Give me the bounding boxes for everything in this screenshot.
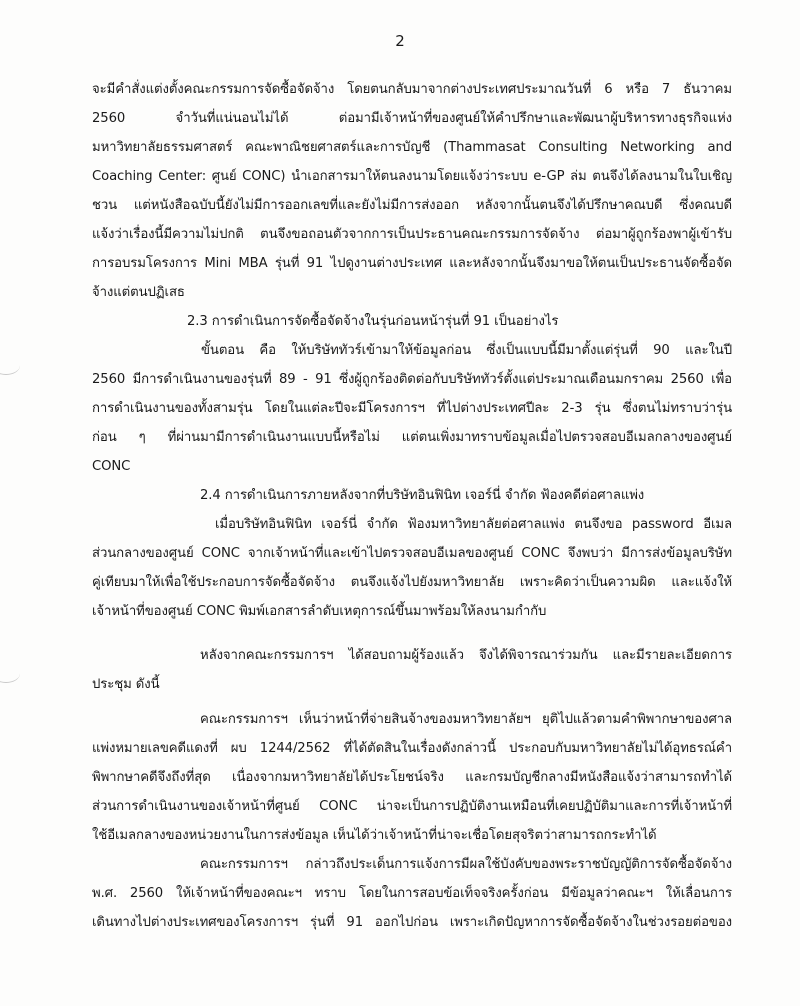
- text-line: แจ้งว่าเรื่องนี้มีความไม่ปกติ ตนจึงขอถอนตัวจากการเป็นประธานคณะกรรมการจัดจ้าง ต่อมาผู้ถูกร้องพาผู้เข้ารับ: [92, 227, 732, 242]
- page-number: 2: [395, 32, 405, 50]
- text-line: จ้างแต่ตนปฏิเสธ: [92, 285, 185, 300]
- text-line: 2.3 การดำเนินการจัดซื้อจัดจ้างในรุ่นก่อนหน้ารุ่นที่ 91 เป็นอย่างไร: [187, 314, 559, 329]
- text-line: 2560 จำวันที่แน่นอนไม่ได้ ต่อมามีเจ้าหน้าที่ของศูนย์ให้คำปรึกษาและพัฒนาผู้บริหารทางธุรกิจแห่ง: [92, 111, 732, 126]
- text-line: พิพากษาคดีจึงถึงที่สุด เนื่องจากมหาวิทยาลัยได้ประโยชน์จริง และกรมบัญชีกลางมีหนังสือแจ้งว่าสามารถทำได้: [92, 770, 732, 785]
- text-line: จะมีคำสั่งแต่งตั้งคณะกรรมการจัดซื้อจัดจ้าง โดยตนกลับมาจากต่างประเทศประมาณวันที่ 6 หรือ 7 ธันวาคม: [92, 82, 732, 97]
- text-line: มหาวิทยาลัยธรรมศาสตร์ คณะพาณิชยศาสตร์และการบัญชี (Thammasat Consulting Networking and: [92, 140, 732, 155]
- text-line: ส่วนการดำเนินงานของเจ้าหน้าที่ศูนย์ CONC น่าจะเป็นการปฏิบัติงานเหมือนที่เคยปฏิบัติมาและการที่เจ้าหน้าที่: [92, 799, 732, 814]
- text-line: คณะกรรมการฯ เห็นว่าหน้าที่จ่ายสินจ้างของมหาวิทยาลัยฯ ยุติไปแล้วตามคำพิพากษาของศาล: [200, 712, 732, 727]
- text-line: แพ่งหมายเลขคดีแดงที่ ผบ 1244/2562 ที่ได้ตัดสินในเรื่องดังกล่าวนี้ ประกอบกับมหาวิทยาลัยไม่ได้อุทธรณ์คำ: [92, 741, 732, 756]
- punch-hole-mark: [0, 356, 20, 375]
- text-line: ชวน แต่หนังสือฉบับนี้ยังไม่มีการออกเลขที่และยังไม่มีการส่งออก หลังจากนั้นตนจึงได้ปรึกษาคณบดี ซึ่งคณบดี: [92, 198, 732, 213]
- text-line: คณะกรรมการฯ กล่าวถึงประเด็นการแจ้งการมีผลใช้บังคับของพระราชบัญญัติการจัดซื้อจัดจ้าง: [200, 857, 732, 872]
- text-line: คู่เทียบมาให้เพื่อใช้ประกอบการจัดซื้อจัดจ้าง ตนจึงแจ้งไปยังมหาวิทยาลัย เพราะคิดว่าเป็นความผิด และแจ้งให้: [92, 575, 732, 590]
- text-line: 2.4 การดำเนินการภายหลังจากที่บริษัทอินฟินิท เจอร์นี่ จำกัด ฟ้องคดีต่อศาลแพ่ง: [200, 488, 645, 503]
- text-line: พ.ศ. 2560 ให้เจ้าหน้าที่ของคณะฯ ทราบ โดยในการสอบข้อเท็จจริงครั้งก่อน มีข้อมูลว่าคณะฯ ให้เลื่อนการ: [92, 886, 732, 901]
- text-line: เมื่อบริษัทอินฟินิท เจอร์นี่ จำกัด ฟ้องมหาวิทยาลัยต่อศาลแพ่ง ตนจึงขอ password อีเมล: [215, 517, 732, 532]
- text-line: ใช้อีเมลกลางของหน่วยงานในการส่งข้อมูล เห็นได้ว่าเจ้าหน้าที่น่าจะเชื่อโดยสุจริตว่าสามารถกระทำได้: [92, 828, 657, 843]
- text-line: ก่อน ๆ ที่ผ่านมามีการดำเนินงานแบบนี้หรือไม่ แต่ตนเพิ่งมาทราบข้อมูลเมื่อไปตรวจสอบอีเมลกลางของศูนย์: [92, 430, 732, 445]
- text-line: การดำเนินงานของทั้งสามรุ่น โดยในแต่ละปีจะมีโครงการฯ ที่ไปต่างประเทศปีละ 2-3 รุ่น ซึ่งตนไม่ทราบว่ารุ่น: [92, 401, 732, 416]
- text-line: เจ้าหน้าที่ของศูนย์ CONC พิมพ์เอกสารลำดับเหตุการณ์ขึ้นมาพร้อมให้ลงนามกำกับ: [92, 604, 547, 619]
- text-line: ขั้นตอน คือ ให้บริษัททัวร์เข้ามาให้ข้อมูลก่อน ซึ่งเป็นแบบนี้มีมาตั้งแต่รุ่นที่ 90 และในปี: [201, 343, 732, 358]
- text-line: หลังจากคณะกรรมการฯ ได้สอบถามผู้ร้องแล้ว จึงได้พิจารณาร่วมกัน และมีรายละเอียดการ: [200, 648, 732, 663]
- text-line: ประชุม ดังนี้: [92, 677, 160, 692]
- text-line: 2560 มีการดำเนินงานของรุ่นที่ 89 - 91 ซึ่งผู้ถูกร้องติดต่อกับบริษัททัวร์ตั้งแต่ประมาณเดือนมกราคม 2560 เพื่อ: [92, 372, 732, 387]
- text-line: Coaching Center: ศูนย์ CONC) นำเอกสารมาให้ตนลงนามโดยแจ้งว่าระบบ e-GP ล่ม ตนจึงได้ลงนามในใบเชิญ: [92, 169, 732, 184]
- text-line: CONC: [92, 459, 131, 474]
- text-line: การอบรมโครงการ Mini MBA รุ่นที่ 91 ไปดูงานต่างประเทศ และหลังจากนั้นจึงมาขอให้ตนเป็นประธานจัดซื้อจัด: [92, 256, 732, 271]
- text-line: ส่วนกลางของศูนย์ CONC จากเจ้าหน้าที่และเข้าไปตรวจสอบอีเมลของศูนย์ CONC จึงพบว่า มีการส่งข้อมูลบริษัท: [92, 546, 732, 561]
- punch-hole-mark: [0, 664, 20, 683]
- text-line: เดินทางไปต่างประเทศของโครงการฯ รุ่นที่ 91 ออกไปก่อน เพราะเกิดปัญหาการจัดซื้อจัดจ้างในช่วงรอยต่อของ: [92, 915, 732, 930]
